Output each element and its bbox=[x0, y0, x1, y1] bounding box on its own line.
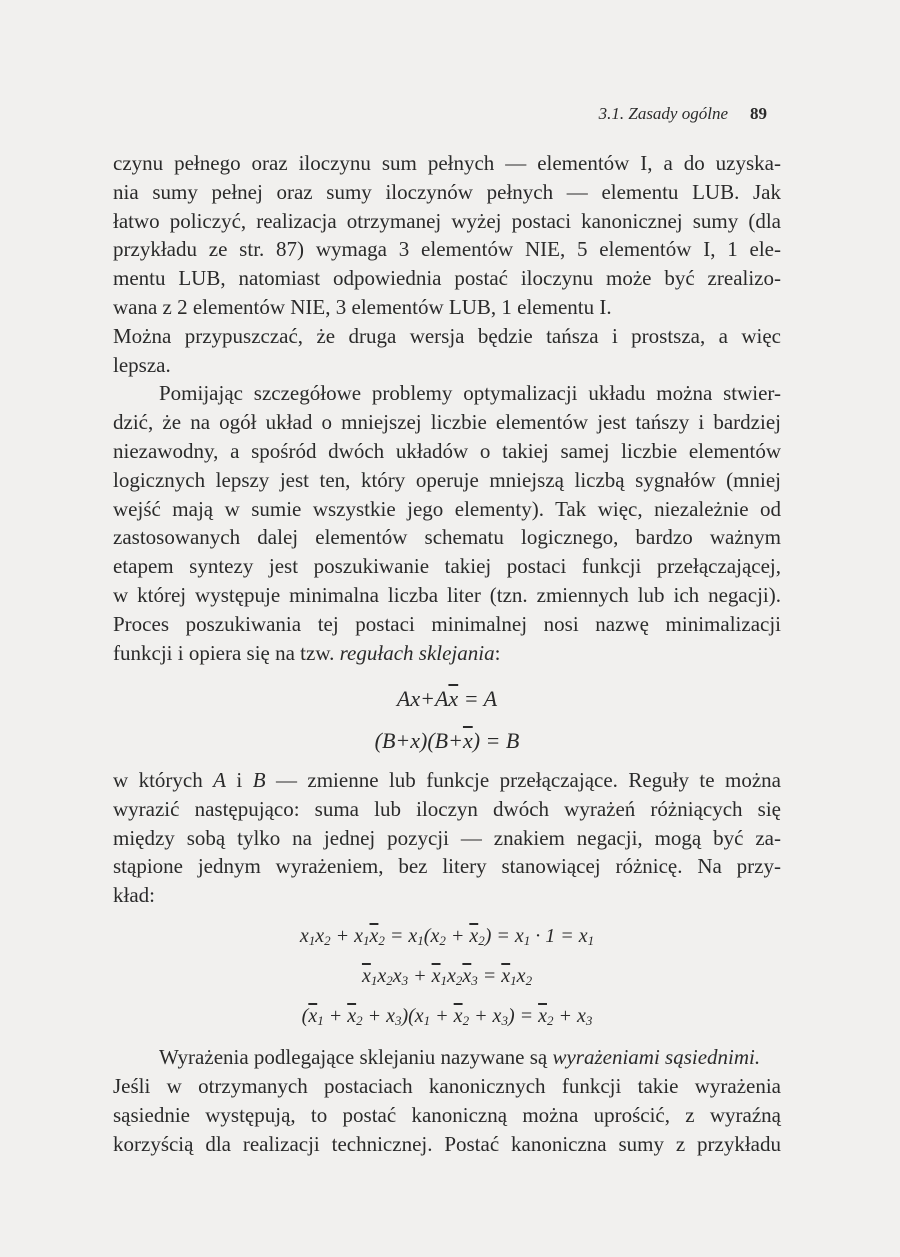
text-line: kład: bbox=[113, 883, 155, 908]
formula-example-3: $(\overline{x}_1 + \overline{x}_2 + x_3)(x_1 + \overline{x}_2 + x_3) = \overline{x}_2 + x_3$ bbox=[301, 1004, 593, 1028]
text-line: niezawodny, a spośród dwóch układów o takiej samej liczbie elementów bbox=[113, 438, 781, 463]
text-line: etapem syntezy jest poszukiwanie takiej postaci funkcji przełączającej, bbox=[113, 554, 781, 579]
text-fragment: Wyrażenia podlegające sklejaniu nazywane są bbox=[159, 1045, 553, 1070]
text-line bbox=[113, 639, 781, 668]
formula-example-1: $x_1x_2 + x_1\overline{x}_2 = x_1(x_2 + \overline{x}_2) = x_1 \cdot 1 = x_1$ bbox=[299, 924, 595, 948]
formula-negation: $\overline{x}$ bbox=[462, 728, 473, 754]
formula-negation: $\overline{x}$ bbox=[448, 686, 459, 712]
text-line: korzyścią dla realizacji technicznej. Postać kanoniczna sumy z przykładu bbox=[113, 1131, 781, 1156]
text-line: Można przypuszczać, że druga wersja będzie tańsza i prostsza, a więc bbox=[113, 323, 781, 348]
text-line: Pomijając szczegółowe problemy optymalizacji układu można stwier- bbox=[159, 381, 781, 406]
text-line: wana z 2 elementów NIE, 3 elementów LUB, 1 elementu I. bbox=[113, 294, 612, 319]
text-fragment: w których bbox=[113, 767, 214, 792]
emphasis-term: wyrażeniami sąsiednimi. bbox=[552, 1045, 761, 1070]
running-header bbox=[599, 104, 767, 124]
body-text bbox=[113, 149, 781, 1159]
text-line: czynu pełnego oraz iloczynu sum pełnych — elementów I, a do uzyska- bbox=[113, 151, 781, 175]
text-line: łatwo policzyć, realizacja otrzymanej wyżej postaci kanonicznej sumy (dla bbox=[113, 208, 781, 233]
text-line: Proces poszukiwania tej postaci minimalnej nosi nazwę minimalizacji bbox=[113, 611, 781, 636]
text-line: lepsza. bbox=[113, 352, 171, 377]
text-line: wyrazić następująco: suma lub iloczyn dwóch wyrażeń różniących się bbox=[113, 796, 781, 821]
paragraph-4 bbox=[113, 766, 781, 910]
text-line: sąsiednie występują, to postać kanoniczną można uprościć, z wyraźną bbox=[113, 1102, 781, 1127]
text-line: przykładu ze str. 87) wymaga 3 elementów NIE, 5 elementów I, 1 ele- bbox=[113, 237, 781, 262]
text-line: dzić, że na ogół układ o mniejszej liczbie elementów jest tańszy i bardziej bbox=[113, 410, 781, 435]
formula-part: ) = B bbox=[472, 728, 520, 754]
text-fragment: : bbox=[494, 640, 501, 665]
formula-sklejanie-1 bbox=[113, 685, 781, 714]
text-line: Jeśli w otrzymanych postaciach kanonicznych funkcji takie wyrażenia bbox=[113, 1074, 781, 1099]
text-line bbox=[113, 1043, 781, 1072]
emphasis-term: regułach sklejania bbox=[339, 640, 495, 665]
text-line: logicznych lepszy jest ten, który operuje mniejszą liczbą sygnałów (mniej bbox=[113, 467, 781, 492]
text-line: między sobą tylko na jednej pozycji — znakiem negacji, mogą być za- bbox=[113, 825, 781, 850]
text-fragment: — zmienne lub funkcje przełączające. Reguły te można bbox=[265, 767, 781, 792]
section-title: 3.1. Zasady ogólne bbox=[598, 104, 728, 123]
text-fragment: i bbox=[226, 767, 253, 792]
formula-part: Ax+A bbox=[396, 686, 449, 712]
paragraph-2 bbox=[113, 322, 781, 380]
text-line: zastosowanych dalej elementów schematu logicznego, bardzo ważnym bbox=[113, 525, 781, 550]
paragraph-5 bbox=[113, 1043, 781, 1072]
formula-sklejanie-2 bbox=[113, 727, 781, 756]
variable-b: B bbox=[252, 767, 266, 792]
page-number: 89 bbox=[750, 104, 767, 123]
formula-part: (B+x)(B+ bbox=[374, 728, 463, 754]
text-line: wejść mają w sumie wszystkie jego elementy). Tak więc, niezależnie od bbox=[113, 496, 781, 521]
text-line: stąpione jednym wyrażeniem, bez litery stanowiącej różnicę. Na przy- bbox=[113, 854, 781, 879]
paragraph-6 bbox=[113, 1072, 781, 1158]
text-line: nia sumy pełnej oraz sumy iloczynów pełnych — elementu LUB. Jak bbox=[113, 179, 781, 204]
text-line: w której występuje minimalna liczba liter (tzn. zmiennych lub ich negacji). bbox=[113, 582, 781, 607]
text-fragment: funkcji i opiera się na tzw. bbox=[113, 640, 340, 665]
variable-a: A bbox=[213, 767, 226, 792]
formula-part: = A bbox=[458, 686, 498, 712]
paragraph-1 bbox=[113, 149, 781, 322]
text-line: mentu LUB, natomiast odpowiednia postać iloczynu może być zrealizo- bbox=[113, 266, 781, 291]
formula-example-2: $\overline{x}_1x_2x_3 + \overline{x}_1x_2\overline{x}_3 = \overline{x}_1x_2$ bbox=[361, 964, 533, 988]
paragraph-3 bbox=[113, 379, 781, 667]
text-line bbox=[113, 766, 781, 795]
